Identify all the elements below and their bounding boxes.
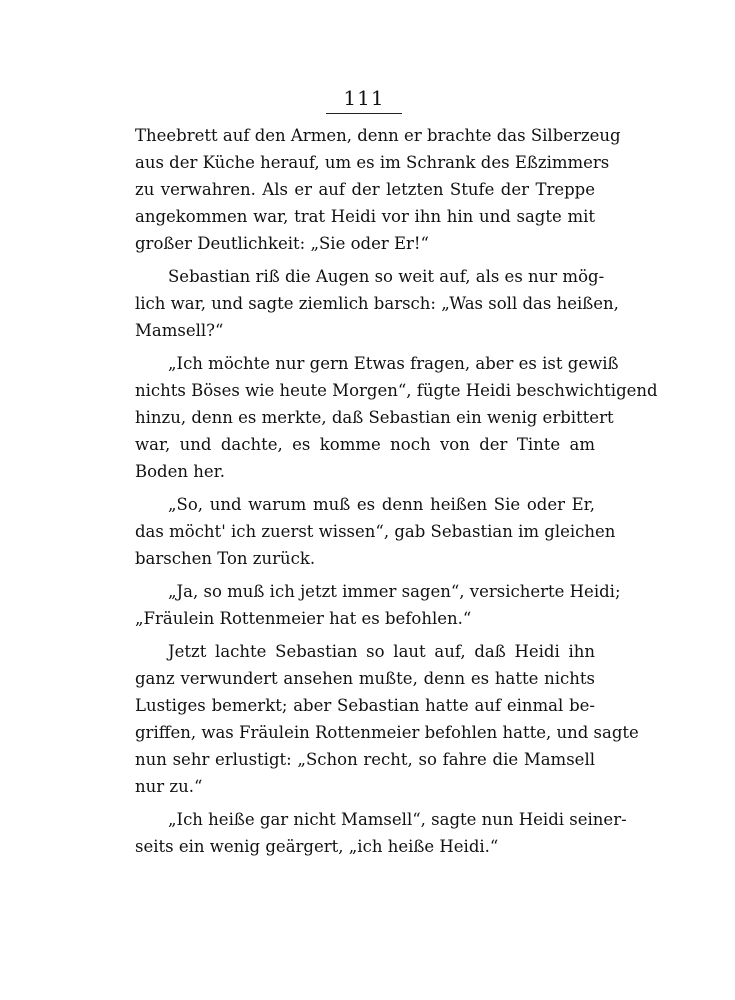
paragraph (135, 806, 627, 860)
text-line: das möcht' ich zuerst wissen“, gab Sebastian im gleichen (135, 522, 616, 541)
text-line: zu verwahren. Als er auf der letzten Stufe der Treppe (135, 180, 595, 199)
paragraph (135, 578, 621, 632)
text-line: angekommen war, trat Heidi vor ihn hin und sagte mit (135, 207, 595, 226)
text-line: aus der Küche herauf, um es im Schrank des Eßzimmers (135, 153, 610, 172)
paragraph (135, 263, 619, 344)
text-line: Mamsell?“ (135, 321, 224, 340)
text-line: „Fräulein Rottenmeier hat es befohlen.“ (135, 609, 472, 628)
paragraph (135, 350, 658, 485)
text-line: barschen Ton zurück. (135, 549, 316, 568)
text-line: nur zu.“ (135, 777, 203, 796)
text-line: Sebastian riß die Augen so weit auf, als es nur mög- (168, 267, 605, 286)
text-line: Boden her. (135, 462, 225, 481)
text-line: ganz verwundert ansehen mußte, denn es hatte nichts (135, 669, 595, 688)
text-line: „Ich möchte nur gern Etwas fragen, aber es ist gewiß (168, 354, 619, 373)
page-number: 111 (343, 86, 385, 110)
text-line: Jetzt lachte Sebastian so laut auf, daß Heidi ihn (168, 642, 595, 661)
page-number-rule (326, 113, 402, 114)
text-line: großer Deutlichkeit: „Sie oder Er!“ (135, 234, 429, 253)
paragraph (135, 491, 616, 572)
paragraph (135, 122, 621, 257)
text-line: hinzu, denn es merkte, daß Sebastian ein wenig erbittert (135, 408, 614, 427)
text-line: „Ja, so muß ich jetzt immer sagen“, versicherte Heidi; (168, 582, 621, 601)
text-line: war, und dachte, es komme noch von der Tinte am (135, 435, 595, 454)
text-line: Lustiges bemerkt; aber Sebastian hatte auf einmal be- (135, 696, 595, 715)
text-line: „So, und warum muß es denn heißen Sie oder Er, (168, 495, 595, 514)
text-line: griffen, was Fräulein Rottenmeier befohlen hatte, und sagte (135, 723, 639, 742)
body-text (135, 122, 658, 866)
paragraph (135, 638, 639, 800)
text-line: lich war, und sagte ziemlich barsch: „Was soll das heißen, (135, 294, 619, 313)
text-line: Theebrett auf den Armen, denn er brachte das Silberzeug (135, 126, 621, 145)
text-line: nichts Böses wie heute Morgen“, fügte Heidi beschwichtigend (135, 381, 658, 400)
text-line: „Ich heiße gar nicht Mamsell“, sagte nun Heidi seiner- (168, 810, 627, 829)
text-line: seits ein wenig geärgert, „ich heiße Heidi.“ (135, 837, 499, 856)
text-line: nun sehr erlustigt: „Schon recht, so fahre die Mamsell (135, 750, 595, 769)
